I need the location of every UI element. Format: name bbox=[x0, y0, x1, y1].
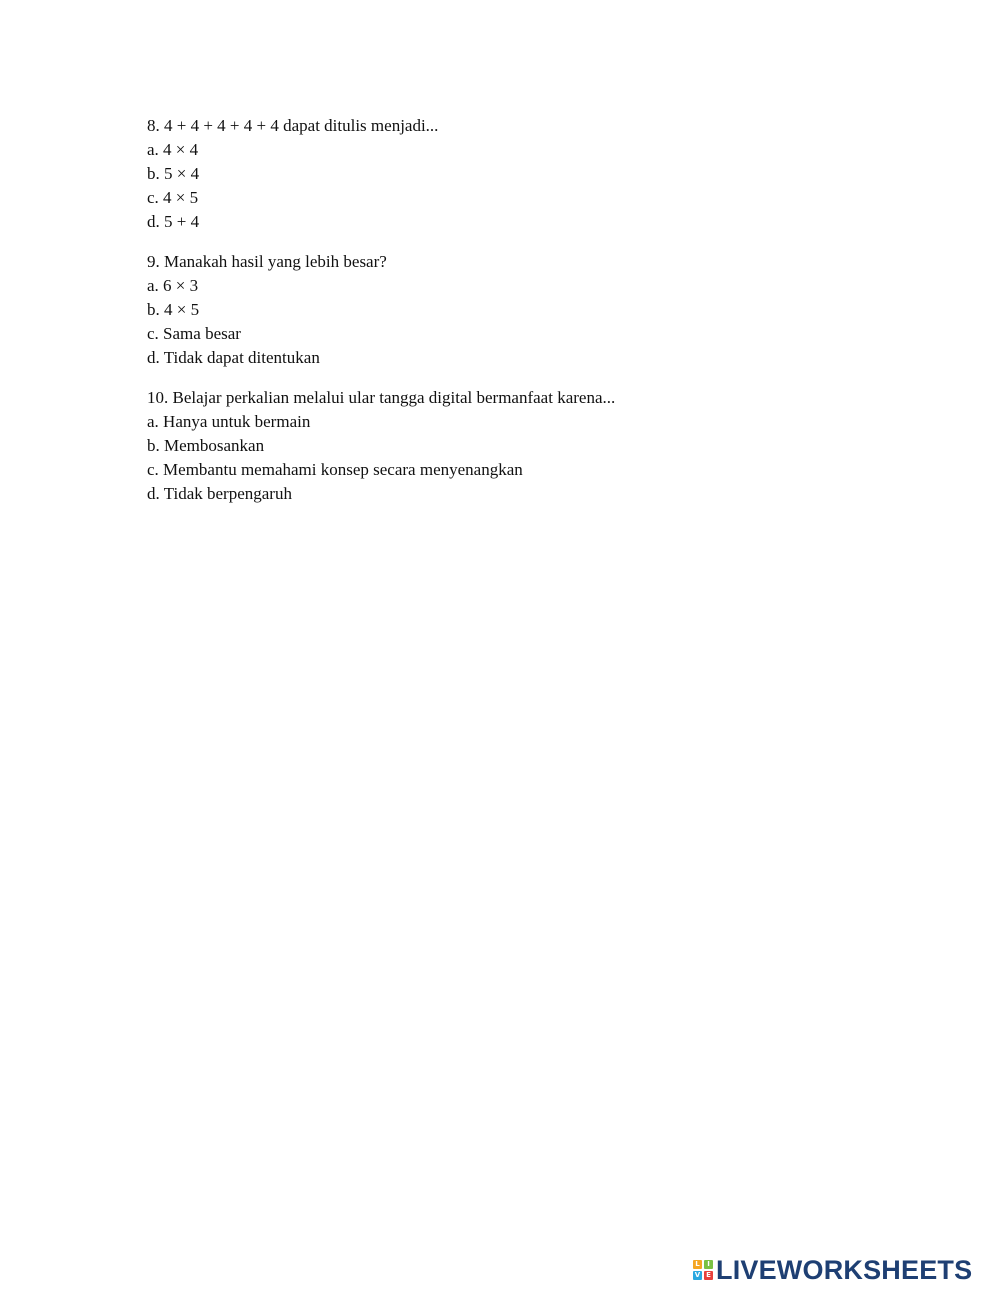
answer-option-c: c. Sama besar bbox=[147, 324, 241, 343]
logo-tile-e: E bbox=[704, 1271, 713, 1280]
answer-option-d: d. Tidak dapat ditentukan bbox=[147, 348, 320, 367]
answer-option-b: b. 4 × 5 bbox=[147, 300, 200, 319]
logo-tile-l: L bbox=[693, 1260, 702, 1269]
worksheet-content bbox=[147, 114, 907, 522]
question-9 bbox=[147, 250, 907, 370]
answer-option-a: a. 4 × 4 bbox=[147, 140, 199, 159]
answer-option-a: a. 6 × 3 bbox=[147, 276, 199, 295]
question-10 bbox=[147, 386, 907, 506]
question-8 bbox=[147, 114, 907, 234]
answer-option-b: b. Membosankan bbox=[147, 436, 265, 455]
answer-option-b: b. 5 × 4 bbox=[147, 164, 200, 183]
question-prompt: 8. 4 + 4 + 4 + 4 + 4 dapat ditulis menjadi... bbox=[147, 116, 439, 135]
answer-option-a: a. Hanya untuk bermain bbox=[147, 412, 311, 431]
answer-option-c: c. 4 × 5 bbox=[147, 188, 199, 207]
answer-option-c: c. Membantu memahami konsep secara menyenangkan bbox=[147, 460, 523, 479]
logo-wordmark: LIVEWORKSHEETS bbox=[716, 1255, 973, 1285]
logo-tile-i: I bbox=[704, 1260, 713, 1269]
liveworksheets-logo-icon bbox=[693, 1260, 713, 1280]
question-prompt: 10. Belajar perkalian melalui ular tangga digital bermanfaat karena... bbox=[147, 388, 616, 407]
question-prompt: 9. Manakah hasil yang lebih besar? bbox=[147, 252, 387, 271]
answer-option-d: d. 5 + 4 bbox=[147, 212, 200, 231]
answer-option-d: d. Tidak berpengaruh bbox=[147, 484, 292, 503]
liveworksheets-logo[interactable] bbox=[693, 1255, 972, 1285]
logo-tile-v: V bbox=[694, 1271, 701, 1279]
